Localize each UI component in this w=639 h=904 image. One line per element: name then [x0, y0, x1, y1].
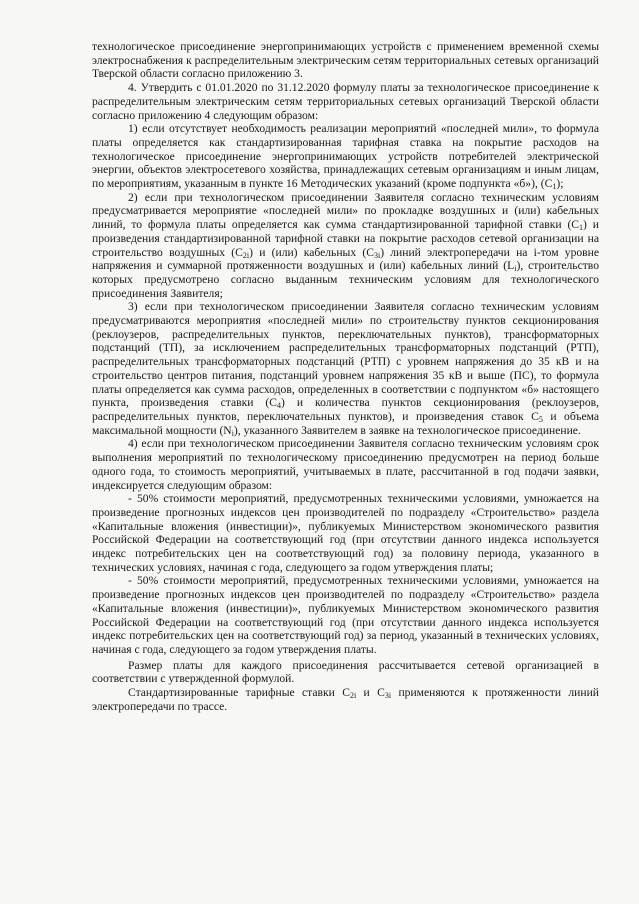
subscript: 5	[538, 414, 543, 424]
text-run: Стандартизированные тарифные ставки C	[128, 686, 350, 700]
subscript: 1	[579, 223, 584, 233]
paragraph-p4	[92, 300, 599, 437]
text-run: - 50% стоимости мероприятий, предусмотренных техническими условиями, умножается на произведение прогнозных индексов цен производителей по подразделу «Строительство» раздела «Капитальные вложения (инвестиции)», публикуемых Министерством экономического развития Российской Федерации на соответствующий год (при отсутствии данного индекса используется индекс потребительских цен на соответствующий год) за период, указанный в технических условиях, начиная с года, следующего за годом утверждения платы.	[92, 574, 599, 656]
paragraph-p1	[92, 81, 599, 122]
subscript: 2i	[242, 250, 250, 260]
text-run: 2) если при технологическом присоединении Заявителя согласно техническим условиям предусматривается мероприятие «последней мили» по прокладке воздушных и (или) кабельных линий, то формула платы определяется как сумма стандартизированной тарифной ставки (C	[92, 190, 599, 232]
subscript: 4	[277, 401, 282, 411]
paragraph-p7	[92, 574, 599, 656]
paragraph-p6	[92, 492, 599, 574]
paragraph-p2	[92, 122, 599, 191]
paragraph-p5	[92, 437, 599, 492]
text-run: ), строительство которых предусмотрено согласно выданным техническим условиям для технологического присоединения Заявителя;	[92, 259, 600, 300]
text-run: ) линий электропередачи на i-том уровне напряжения и суммарной протяженности воздушных и (или) кабельных линий (L	[92, 245, 599, 273]
text-run: ), указанного Заявителем в заявке на технологическое присоединение.	[233, 423, 581, 437]
paragraph-p8	[92, 659, 599, 686]
text-run: Размер платы для каждого присоединения рассчитывается сетевой организацией в соответствии с утвержденной формулой.	[92, 658, 599, 686]
document-body	[92, 40, 599, 713]
text-run: ) и произведения стандартизированной тарифной ставки на покрытие расходов сетевой организации на строительство воздушных (C	[92, 218, 599, 259]
text-run: технологическое присоединение энергопринимающих устройств с применением временной схемы электроснабжения к распределительным электрическим сетям территориальных сетевых организаций Тверской области согласно приложению 3.	[92, 40, 599, 81]
subscript: 1	[552, 182, 557, 192]
subscript: i	[231, 428, 234, 438]
subscript: 2i	[349, 691, 357, 701]
text-run: 1) если отсутствует необходимость реализации мероприятий «последней мили», то формула платы определяется как стандартизированная тарифная ставка на покрытие расходов на технологическое присоединение энергопринимающих устройств потребителей электрической энергии, объектов электросетевого хозяйства, принадлежащих сетевым организациям и иным лицам, по мероприятиям, указанным в пункте 16 Методических указаний (кроме подпункта «б»), (C	[92, 122, 599, 191]
text-run: и C	[356, 686, 385, 700]
text-run: - 50% стоимости мероприятий, предусмотренных техническими условиями, умножается на произведение прогнозных индексов цен производителей по подразделу «Строительство» раздела «Капитальные вложения (инвестиции)», публикуемых Министерством экономического развития Российской Федерации на соответствующий год (при отсутствии данного индекса используется индекс потребительских цен на соответствующий год) за половину периода, указанного в технических условиях, начиная с года, следующего за годом утверждения платы;	[92, 492, 599, 574]
paragraph-p0	[92, 40, 599, 81]
paragraph-p9	[92, 686, 599, 713]
text-run: ) и (или) кабельных (C	[249, 245, 374, 259]
subscript: i	[514, 264, 517, 274]
subscript: 3i	[384, 691, 392, 701]
text-run: применяются к протяженности линий электропередачи по трассе.	[92, 686, 599, 713]
text-run: 3) если при технологическом присоединении Заявителя согласно техническим условиям предусматриваются мероприятия «последней мили» по строительству пунктов секционирования (реклоузеров, распределительных пунктов, переключательных пунктов), трансформаторных подстанций (ТП), за исключением распределительных трансформаторных подстанций (РТП), распределительных трансформаторных подстанций (РТП) с уровнем напряжения до 35 кВ и на строительство центров питания, подстанций уровнем напряжения 35 кВ и выше (ПС), то формула платы определяется как сумма расходов, определенных в соответствии с подпунктом «б» настоящего пункта, произведения ставки (C	[92, 300, 599, 410]
subscript: 3i	[373, 250, 381, 260]
text-run: 4. Утвердить с 01.01.2020 по 31.12.2020 формулу платы за технологическое присоединение к распределительным электрическим сетям территориальных сетевых организаций Тверской области согласно приложению 4 следующим образом:	[92, 81, 599, 122]
text-run: ) и количества пунктов секционирования (реклоузеров, распределительных пунктов, переключательных пунктов), и произведения ставок C	[92, 396, 599, 423]
text-run: и объема максимальной мощности (N	[92, 409, 599, 437]
paragraph-p3	[92, 191, 599, 301]
text-run: );	[556, 177, 564, 191]
text-run: 4) если при технологическом присоединении Заявителя согласно техническим условиям срок выполнения мероприятий по технологическому присоединению предусмотрен на период больше одного года, то стоимость мероприятий, учитываемых в плате, рассчитанной в год подачи заявки, индексируется следующим образом:	[92, 437, 599, 492]
